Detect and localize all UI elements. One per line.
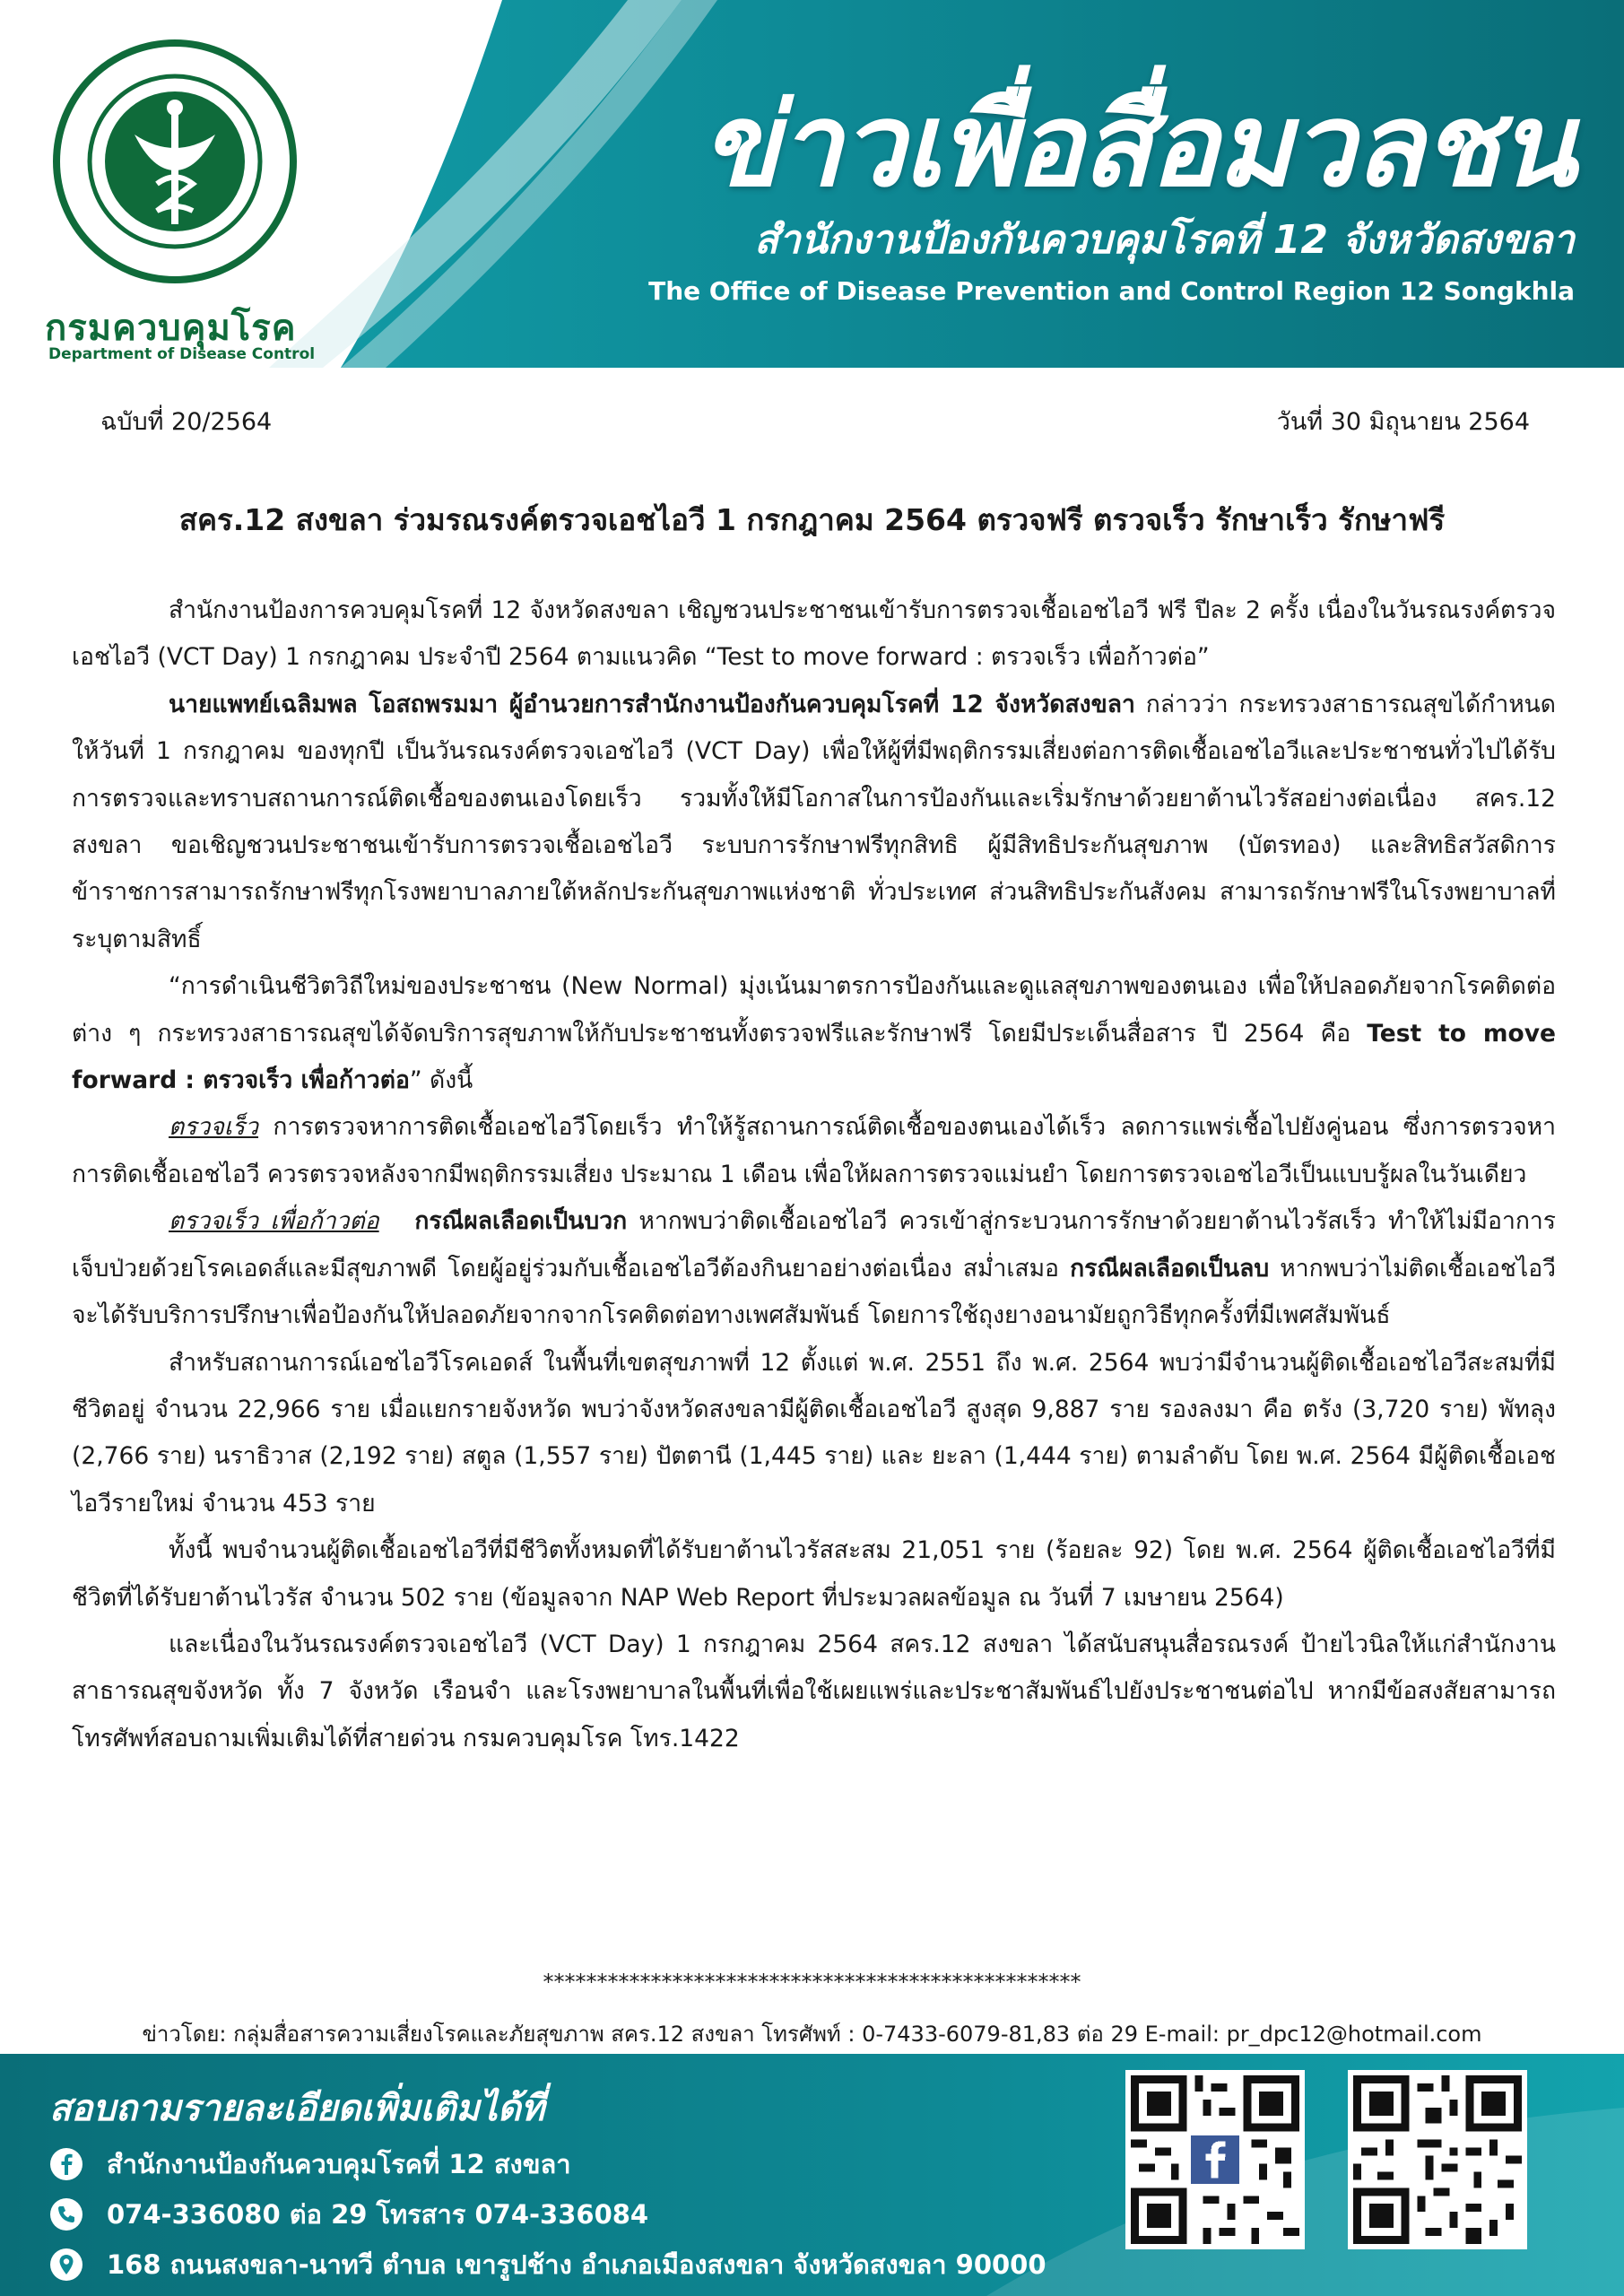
paragraph-test-fast [72, 1104, 1556, 1198]
paragraph-intro: สำนักงานป้องการควบคุมโรคที่ 12 จังหวัดสงขลา เชิญชวนประชาชนเข้ารับการตรวจเชื้อเอชไอวี ฟรี ปีละ 2 ครั้ง เนื่องในวันรณรงค์ตรวจเอชไอวี (VCT Day) 1 กรกฎาคม ประจำปี 2564 ตามแนวคิด “Test to move forward : ตรวจเร็ว เพื่อก้าวต่อ” [72, 596, 1556, 672]
footer-facebook-row [49, 2144, 571, 2185]
paragraph-director-quote [72, 682, 1556, 963]
separator-line: ************************************************** [543, 1970, 1081, 1995]
location-icon [49, 2248, 83, 2282]
paragraph-test-move-forward [72, 1198, 1556, 1339]
section-label: ตรวจเร็ว [169, 1113, 259, 1142]
footer-heading: สอบถามรายละเอียดเพิ่มเติมได้ที่ [49, 2088, 545, 2129]
header-banner [0, 0, 1624, 368]
website-qr-code [1348, 2070, 1527, 2249]
footer-address-row [49, 2244, 1046, 2285]
paragraph-statistics: สำหรับสถานการณ์เอชไอวีโรคเอดส์ ในพื้นที่เขตสุขภาพที่ 12 ตั้งแต่ พ.ศ. 2551 ถึง พ.ศ. 2564 พบว่ามีจำนวนผู้ติดเชื้อเอชไอวีสะสมที่มีชีวิตอยู่ จำนวน 22,966 ราย เมื่อแยกรายจังหวัด พบว่าจังหวัดสงขลามีผู้ติดเชื้อเอชไอวี สูงสุด 9,887 ราย รองลงมา คือ ตรัง (3,720 ราย) พัทลุง (2,766 ราย) นราธิวาส (2,192 ราย) สตูล (1,557 ราย) ปัตตานี (1,445 ราย) และ ยะลา (1,444 ราย) ตามลำดับ โดย พ.ศ. 2564 มีผู้ติดเชื้อเอชไอวีรายใหม่ จำนวน 453 ราย [72, 1348, 1556, 1518]
director-name: นายแพทย์เฉลิมพล โอสถพรมมา ผู้อำนวยการสำนักงานป้องกันควบคุมโรคที่ 12 จังหวัดสงขลา [169, 690, 1135, 718]
paragraph-text: หากพบว่าติดเชื้อเอชไอวี ควรเข้าสู่กระบวนการรักษาด้วยยาต้านไวรัสเร็ว ทำให้ไม่มีอาการเจ็บป่วยด้วยโรคเอดส์และมีสุขภาพดี โดยผู้อยู่ร่วมกับเชื้อเอชไอวีต้องกินยาอย่างต่อเนื่อง สม่ำเสมอ [72, 1207, 1556, 1283]
paragraph-new-normal [72, 963, 1556, 1104]
banner-subtitle: สำนักงานป้องกันควบคุมโรคที่ 12 จังหวัดสงขลา [754, 217, 1575, 263]
paragraph-text: การตรวจหาการติดเชื้อเอชไอวีโดยเร็ว ทำให้รู้สถานการณ์ติดเชื้อของตนเองได้เร็ว ลดการแพร่เชื้อไปยังคู่นอน ซึ่งการตรวจหาการติดเชื้อเอชไอวี ควรตรวจหลังจากมีพฤติกรรมเสี่ยง ประมาณ 1 เดือน เพื่อให้ผลการตรวจแม่นยำ โดยการตรวจเอชไอวีเป็นแบบรู้ผลในวันเดียว [72, 1113, 1556, 1188]
negative-result-label: กรณีผลเลือดเป็นลบ [1070, 1254, 1270, 1283]
banner-english-title: The Office of Disease Prevention and Control Region 12 Songkhla [648, 276, 1575, 306]
phone-numbers: 074-336080 ต่อ 29 โทรสาร 074-336084 [107, 2199, 649, 2230]
paragraph-closing: และเนื่องในวันรณรงค์ตรวจเอชไอวี (VCT Day) 1 กรกฎาคม 2564 สคร.12 สงขลา ได้สนับสนุนสื่อรณรงค์ ป้ายไวนิลให้แก่สำนักงานสาธารณสุขจังหวัด ทั้ง 7 จังหวัด เรือนจำ และโรงพยาบาลในพื้นที่เพื่อใช้เผยแพร่และประชาสัมพันธ์ไปยังประชาชนต่อไป หากมีข้อสงสัยสามารถโทรศัพท์สอบถามเพิ่มเติมได้ที่สายด่วน กรมควบคุมโรค โทร.1422 [72, 1630, 1556, 1752]
issue-date: วันที่ 30 มิถุนายน 2564 [1276, 408, 1530, 436]
contact-line: ข่าวโดย: กลุ่มสื่อสารความเสี่ยงโรคและภัยสุขภาพ สคร.12 สงขลา โทรศัพท์ : 0-7433-6079-81,83 ต่อ 29 E-mail: pr_dpc12@hotmail.com [142, 2022, 1482, 2047]
positive-result-label: กรณีผลเลือดเป็นบวก [414, 1207, 628, 1236]
section-label: ตรวจเร็ว เพื่อก้าวต่อ [169, 1207, 379, 1236]
facebook-icon [49, 2147, 83, 2181]
office-address: 168 ถนนสงขลา-นาทวี ตำบล เขารูปช้าง อำเภอเมืองสงขลา จังหวัดสงขลา 90000 [107, 2249, 1046, 2280]
press-release-body [72, 587, 1556, 1762]
footer-phone-row [49, 2194, 648, 2235]
department-name-english: Department of Disease Control [48, 345, 316, 363]
department-name-thai: กรมควบคุมโรค [45, 308, 297, 349]
paragraph-text: กล่าวว่า กระทรวงสาธารณสุขได้กำหนดให้วันที่ 1 กรกฎาคม ของทุกปี เป็นวันรณรงค์ตรวจเอชไอวี (VCT Day) เพื่อให้ผู้ที่มีพฤติกรรมเสี่ยงต่อการติดเชื้อเอชไอวีและประชาชนทั่วไปได้รับการตรวจและทราบสถานการณ์ติดเชื้อของตนเองโดยเร็ว รวมทั้งให้มีโอกาสในการป้องกันและเริ่มรักษาด้วยยาต้านไวรัสอย่างต่อเนื่อง สคร.12 สงขลา ขอเชิญชวนประชาชนเข้ารับการตรวจเชื้อเอชไอวี ระบบการรักษาฟรีทุกสิทธิ ผู้มีสิทธิประกันสุขภาพ (บัตรทอง) และสิทธิสวัสดิการข้าราชการสามารถรักษาฟรีทุกโรงพยาบาลภายใต้หลักประกันสุขภาพแห่งชาติ ทั่วประเทศ ส่วนสิทธิประกันสังคม สามารถรักษาฟรีในโรงพยาบาลที่ระบุตามสิทธิ์ [72, 690, 1556, 953]
paragraph-text: ” ดังนี้ [409, 1066, 473, 1095]
press-release-title: สคร.12 สงขลา ร่วมรณรงค์ตรวจเอชไอวี 1 กรกฎาคม 2564 ตรวจฟรี ตรวจเร็ว รักษาเร็ว รักษาฟรี [178, 502, 1446, 537]
banner-title: ข่าวเพื่อสื่อมวลชน [700, 79, 1575, 213]
paragraph-text: หากพบว่าไม่ติดเชื้อเอชไอวี จะได้รับบริการปรึกษาเพื่อป้องกันให้ปลอดภัยจากจากโรคติดต่อทางเพศสัมพันธ์ โดยการใช้ถุงยางอนามัยถูกวิธีทุกครั้งที่มีเพศสัมพันธ์ [72, 1254, 1556, 1330]
footer-banner [0, 2054, 1624, 2296]
paragraph-treatment: ทั้งนี้ พบจำนวนผู้ติดเชื้อเอชไอวีที่มีชีวิตทั้งหมดที่ได้รับยาต้านไวรัสสะสม 21,051 ราย (ร้อยละ 92) โดย พ.ศ. 2564 ผู้ติดเชื้อเอชไอวีที่มีชีวิตที่ได้รับยาต้านไวรัส จำนวน 502 ราย (ข้อมูลจาก NAP Web Report ที่ประมวลผลข้อมูล ณ วันที่ 7 เมษายน 2564) [72, 1536, 1556, 1612]
facebook-page-name: สำนักงานป้องกันควบคุมโรคที่ 12 สงขลา [107, 2149, 571, 2179]
facebook-qr-code [1125, 2070, 1305, 2249]
campaign-slogan: Test to move forward : ตรวจเร็ว เพื่อก้าวต่อ [72, 1019, 1556, 1095]
phone-icon [49, 2197, 83, 2231]
issue-number: ฉบับที่ 20/2564 [100, 408, 273, 436]
paragraph-text: “การดำเนินชีวิตวิถีใหม่ของประชาชน (New Normal) มุ่งเน้นมาตรการป้องกันและดูแลสุขภาพของตนเอง เพื่อให้ปลอดภัยจากโรคติดต่อต่าง ๆ กระทรวงสาธารณสุขได้จัดบริการสุขภาพให้กับประชาชนทั้งตรวจฟรีและรักษาฟรี โดยมีประเด็นสื่อสาร ปี 2564 คือ [72, 972, 1556, 1048]
